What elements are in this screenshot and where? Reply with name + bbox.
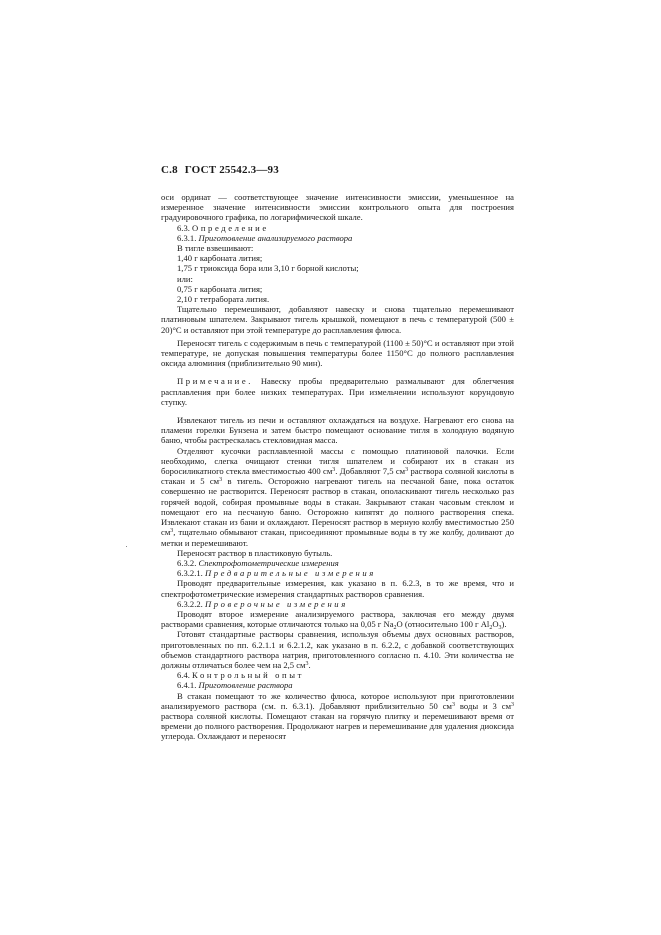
text-run: раствора соляной кислоты в стакан и 5 см — [161, 466, 514, 487]
section-number: 6.3.1. — [177, 232, 197, 243]
section-number: 6.3.2. — [177, 557, 197, 568]
subscript: 3 — [498, 625, 502, 632]
text-run: ). — [501, 619, 507, 630]
section-6-3-heading — [161, 223, 514, 233]
note-text: Навеску пробы предварительно размалывают для облегчения расплавления при более низких температурах. При измельчении используют корундовую ступку. — [161, 376, 514, 407]
section-number: 6.3. — [177, 222, 190, 233]
superscript: 3 — [170, 528, 174, 535]
text-run: Готовят стандартные растворы сравнения, используя объемы двух основных растворов, приготовленных по пп. 6.2.1.1 и 6.2.1.2, как указано в п. 6.2.2, с добавкой соответствующих объемов стандартного раствора натрия, приготовленного согласно п. 4.10. Эти количества не должны отличаться более чем на 2,5 см — [161, 629, 514, 670]
section-6-3-2-heading — [161, 558, 514, 568]
text-run: , тщательно обмывают стакан, присоединяют промывные воды в ту же колбу, доливают до метки и перемешивают. — [161, 527, 514, 548]
text-run: O — [492, 619, 499, 630]
section-number: 6.3.2.2. — [177, 598, 203, 609]
text-run: воды и 3 см — [455, 700, 512, 711]
superscript: 3 — [219, 477, 223, 484]
text-run: Проводят второе измерение анализируемого раствора, заключая его между двумя растворами сравнения, которые отличаются только на 0,05 г Na — [161, 608, 514, 630]
paragraph-bottle: Переносят раствор в пластиковую бутыль. — [177, 547, 333, 558]
paragraph-mix: Тщательно перемешивают, добавляют навеску и снова тщательно перемешивают платиновым шпателем. Закрывают тигель крышкой, помещают в печь с температурой (500 ± 20)°С и оставляют при этой температуре до расплавления флюса. — [161, 304, 514, 335]
section-number: 6.3.2.1. — [177, 568, 203, 579]
section-title: Проверочные измерения — [204, 598, 348, 609]
section-title: Контрольный опыт — [192, 670, 304, 681]
paragraph-blank — [161, 691, 514, 742]
paragraph-ordinate: оси ординат — соответствующее значение интенсивности эмиссии, уменьшенное на измеренное значение интенсивности эмиссии контрольного опыта для построения градуировочного графика, по логарифмической шкале. — [161, 192, 514, 223]
section-number: 6.4. — [177, 670, 190, 681]
paragraph-remove: Извлекают тигель из печи и оставляют охлаждаться на воздухе. Нагревают его снова на пламени горелки Бунзена и затем быстро помещают основание тигля в холодную водяную баню, чтобы растрескалась стекловидная масса. — [161, 415, 514, 446]
superscript: 3 — [452, 701, 455, 708]
section-title: Определение — [192, 222, 269, 233]
text-run: . Добавляют 7,5 см — [335, 466, 406, 477]
section-6-4-1-heading — [161, 680, 514, 690]
subscript: 2 — [393, 625, 397, 632]
section-6-3-1-heading — [161, 233, 514, 243]
weigh-item: 1,40 г карбоната лития; — [177, 253, 263, 264]
section-title: Приготовление раствора — [198, 680, 293, 691]
section-number: 6.4.1. — [177, 680, 197, 691]
paragraph-prepare — [161, 629, 514, 670]
page-header — [161, 164, 279, 176]
weigh-item: или: — [177, 273, 193, 284]
scan-speck — [126, 546, 127, 547]
document-body — [161, 192, 514, 742]
superscript: 3 — [332, 467, 336, 474]
page-number: С.8 — [161, 164, 178, 176]
paragraph-separate — [161, 446, 514, 548]
weigh-item: 2,10 г тетрабората лития. — [177, 294, 270, 305]
text-run: раствора соляной кислоты. Помещают стакан на горячую плитку и перемешивают время от времени до полного растворения. Продолжают нагрев и перемешивание для удаления диоксида углерода. Охлаждают и переносят — [161, 710, 514, 742]
weigh-item: 1,75 г триоксида бора или 3,10 г борной кислоты; — [177, 263, 359, 274]
standard-number: ГОСТ 25542.3—93 — [184, 164, 279, 176]
section-title: Спектрофотометрические измерения — [198, 557, 339, 568]
section-6-4-heading — [161, 670, 514, 680]
text-run: в тигель. Осторожно нагревают тигель на песчаной бане, пока остаток совершенно не растворится. Переносят раствор в стакан, ополаскивают тигель несколько раз горячей водой, собирая промывные воды в стакан. Закрывают стакан часовым стеклом и помещают его на песчаную баню. Осторожно кипятят до полного растворения спека. Извлекают стакан из бани и охлаждают. Переносят раствор в мерную колбу вместимостью 250 см — [161, 476, 514, 538]
text-run: Отделяют кусочки расплавленной массы с помощью платиновой палочки. Если необходимо, слегка очищают стенки тигля шпателем и собирают их в стакан из боросиликатного стекла вместимостью 400 см — [161, 445, 514, 477]
paragraph-transfer: Переносят тигель с содержимым в печь с температурой (1100 ± 50)°С и оставляют при этой температуре, не допуская повышения температуры более 1150°С до полного расплавления оксида алюминия (приблизительно 90 мин). — [161, 337, 514, 369]
note-label: Примечание. — [177, 376, 254, 387]
text-run: В стакан помещают то же количество флюса, которое используют при приготовлении анализируемого раствора (см. п. 6.3.1). Добавляют приблизительно 50 см — [161, 690, 514, 711]
section-title: Приготовление анализируемого раствора — [198, 232, 353, 243]
superscript: 3 — [511, 701, 515, 708]
section-title: Предварительные измерения — [204, 568, 376, 579]
paragraph-prelim: Проводят предварительные измерения, как указано в п. 6.2.3, в то же время, что и спектрофотометрические измерения стандартных растворов сравнения. — [161, 578, 514, 599]
note — [161, 376, 514, 407]
subscript: 2 — [489, 625, 493, 632]
superscript: 3 — [405, 467, 409, 474]
section-6-3-2-2-heading — [161, 599, 514, 609]
text-run: O (относительно 100 г Al — [396, 619, 490, 630]
weigh-intro: В тигле взвешивают: — [177, 243, 254, 254]
superscript: 3 — [305, 660, 309, 667]
text-run: . — [308, 659, 311, 670]
weigh-item: 0,75 г карбоната лития; — [177, 283, 263, 294]
section-6-3-2-1-heading — [161, 568, 514, 578]
paragraph-check — [161, 608, 514, 632]
